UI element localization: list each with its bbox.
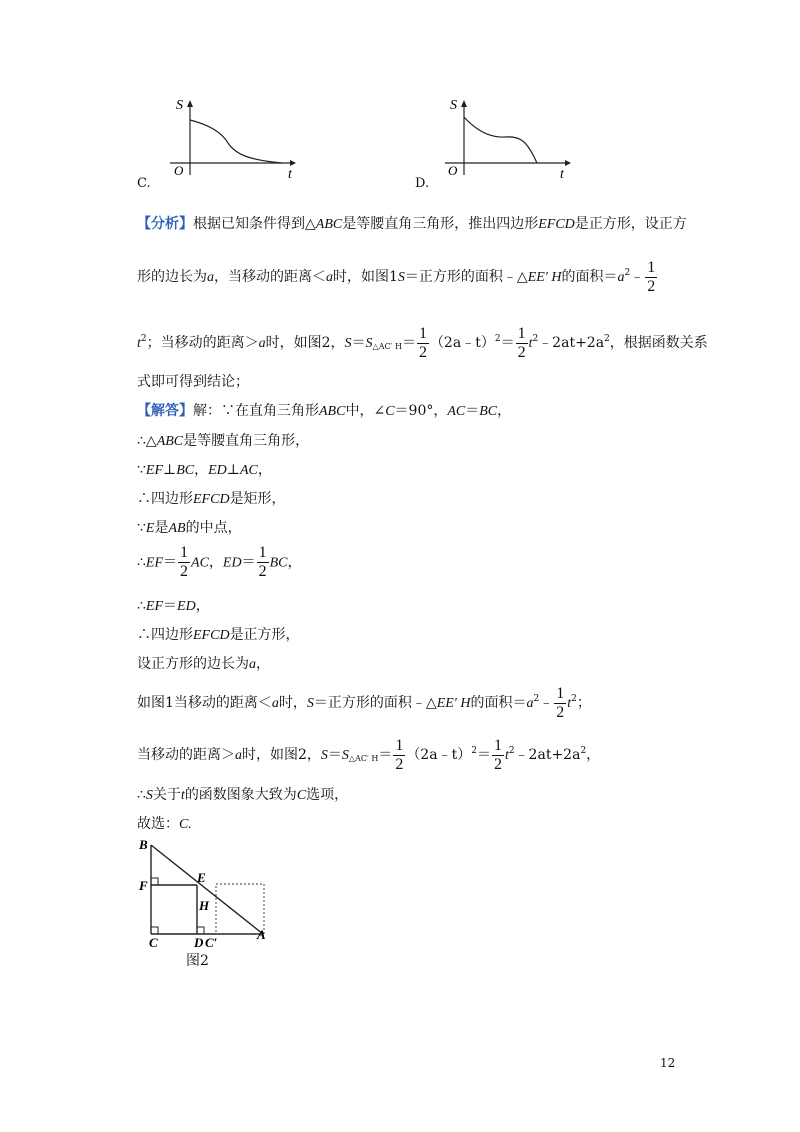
point-f-label: F: [139, 878, 148, 893]
fraction-half: $\frac{1}{2}$: [493, 736, 502, 773]
option-d-label[interactable]: D.: [415, 176, 430, 191]
solution-line-7: ∴EF＝ED，: [137, 598, 210, 614]
option-c-graph: [160, 95, 300, 185]
page-number: 12: [660, 1056, 676, 1070]
figure-2-caption: 图2: [186, 953, 209, 969]
point-a-label: A: [257, 927, 266, 942]
point-b-label: B: [139, 837, 148, 852]
analysis-line-2: 形的边长为a，当移动的距离＜a时，如图1S＝正方形的面积﹣△EE′ H的面积$=a^2﹣$ $\frac{1}{2}$: [137, 258, 656, 295]
axis-o-label: O: [448, 163, 458, 178]
solution-tag: 【解答】: [137, 403, 193, 419]
point-c-prime-label: C′: [205, 935, 218, 950]
point-e-label: E: [197, 870, 206, 885]
point-h-label: H: [199, 898, 210, 913]
solution-line-6: ∴EF＝ $\frac{1}{2}$ AC，ED＝ $\frac{1}{2}$ BC，: [137, 544, 302, 580]
solution-line-3: ∵EF⊥BC，ED⊥AC，: [137, 462, 272, 478]
solution-line-8: ∴四边形EFCD是正方形，: [137, 627, 300, 643]
point-c-label: C: [149, 935, 158, 950]
axis-t-label: t: [560, 167, 564, 182]
fraction-half: $\frac{1}{2}$: [556, 684, 565, 721]
figure-2-svg: [135, 835, 285, 970]
fraction-half: $\frac{1}{2}$: [180, 544, 189, 580]
point-d-label: D: [194, 935, 204, 950]
option-d-graph: [437, 95, 577, 185]
solution-line-1: 【解答】解：∵在直角三角形ABC中，∠C＝90°，AC＝BC，: [137, 403, 512, 419]
solution-line-10: 如图1当移动的距离＜a时，S＝正方形的面积﹣△EE′ H的面积$=a^2﹣$ $\frac{1}{2}$ $t^2$；: [137, 684, 591, 721]
solution-line-4: ∴四边形EFCD是矩形，: [137, 491, 286, 507]
option-d-svg: [437, 95, 577, 185]
solution-answer: 故选：C.: [137, 816, 192, 832]
option-d-curve: [464, 117, 537, 163]
analysis-line-3: $t^2$；当移动的距离＞a时，如图2，$S=S_{\triangle AC' H}=$ $\frac{1}{2}$ （2a﹣t）$^2$＝ $\frac{1}{2}$ $t^2﹣2at+2a^2$，根据函数关系: [137, 324, 708, 361]
fraction-half: $\frac{1}{2}$: [647, 258, 656, 295]
axis-s-label: S: [176, 98, 183, 113]
figure-2: [135, 835, 285, 970]
axis-t-label: t: [288, 167, 292, 182]
option-c-label[interactable]: C.: [137, 176, 151, 191]
option-c-curve: [190, 120, 282, 163]
fraction-half: $\frac{1}{2}$: [418, 324, 427, 361]
axis-o-label: O: [174, 163, 184, 178]
axis-s-label: S: [450, 98, 457, 113]
solution-line-9: 设正方形的边长为a，: [137, 656, 270, 672]
solution-line-2: ∴△ABC是等腰直角三角形，: [137, 433, 310, 449]
solution-line-12: ∴S关于t的函数图象大致为C选项，: [137, 787, 349, 803]
fraction-half: $\frac{1}{2}$: [395, 736, 404, 773]
analysis-tag: 【分析】: [137, 216, 193, 232]
fraction-half: $\frac{1}{2}$: [517, 324, 526, 361]
fraction-half: $\frac{1}{2}$: [258, 544, 267, 580]
solution-line-5: ∵E是AB的中点，: [137, 520, 242, 536]
analysis-line-1: 【分析】根据已知条件得到△ABC是等腰直角三角形，推出四边形EFCD是正方形，设正方: [137, 216, 687, 232]
analysis-line-4: 式即可得到结论；: [137, 374, 249, 390]
option-c-svg: [160, 95, 300, 185]
solution-line-11: 当移动的距离＞a时，如图2，$S=S_{\triangle AC' H}=$ $\frac{1}{2}$ （2a﹣t）$^2$＝ $\frac{1}{2}$ $t^2﹣2at+2a^2$，: [137, 736, 601, 773]
